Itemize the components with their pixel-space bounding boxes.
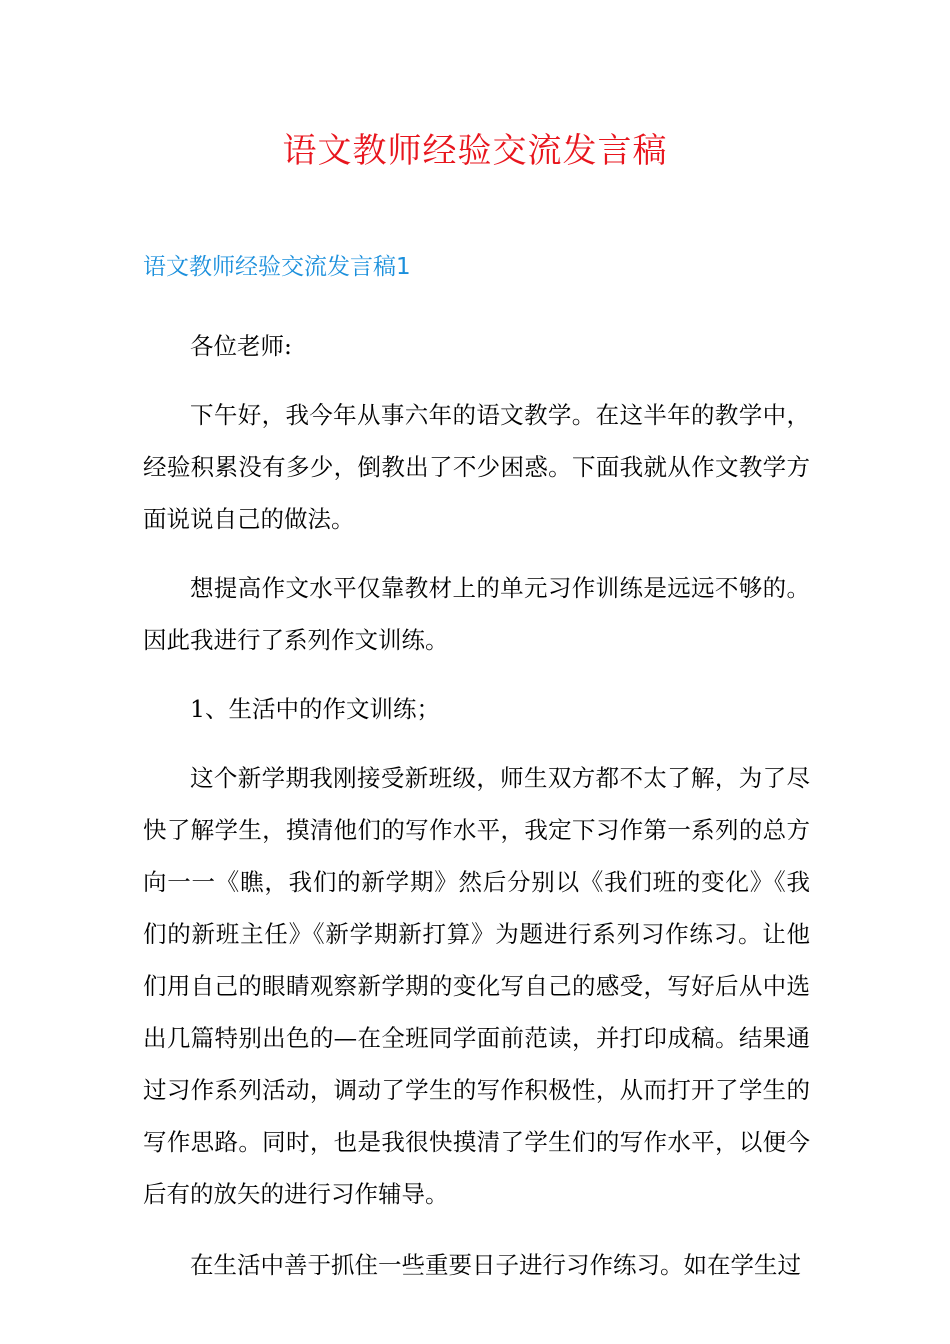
section-heading: 语文教师经验交流发言稿1 bbox=[143, 254, 411, 280]
body-paragraph: 想提高作文水平仅靠教材上的单元习作训练是远远不够的。因此我进行了系列作文训练。 bbox=[143, 574, 810, 654]
document-body bbox=[143, 320, 810, 1308]
list-heading-paragraph: 1、生活中的作文训练； bbox=[190, 695, 440, 723]
document-title: 语文教师经验交流发言稿 bbox=[282, 131, 668, 171]
body-paragraph: 下午好，我今年从事六年的语文教学。在这半年的教学中，经验积累没有多少，倒教出了不少困惑。下面我就从作文教学方面说说自己的做法。 bbox=[143, 401, 810, 533]
body-paragraph: 在生活中善于抓住一些重要日子进行习作练习。如在学生过 bbox=[190, 1251, 801, 1279]
salutation-paragraph: 各位老师: bbox=[190, 332, 292, 360]
body-paragraph: 这个新学期我刚接受新班级，师生双方都不太了解，为了尽快了解学生，摸清他们的写作水平，我定下习作第一系列的总方向一一《瞧，我们的新学期》然后分别以《我们班的变化》《我们的新班主任》《新学期新打算》为题进行系列习作练习。让他们用自己的眼睛观察新学期的变化写自己的感受，写好后从中选出几篇特别出色的—在全班同学面前范读，并打印成稿。结果通过习作系列活动，调动了学生的写作积极性，从而打开了学生的写作思路。同时，也是我很快摸清了学生们的写作水平，以便今后有的放矢的进行习作辅导。 bbox=[143, 764, 810, 1208]
